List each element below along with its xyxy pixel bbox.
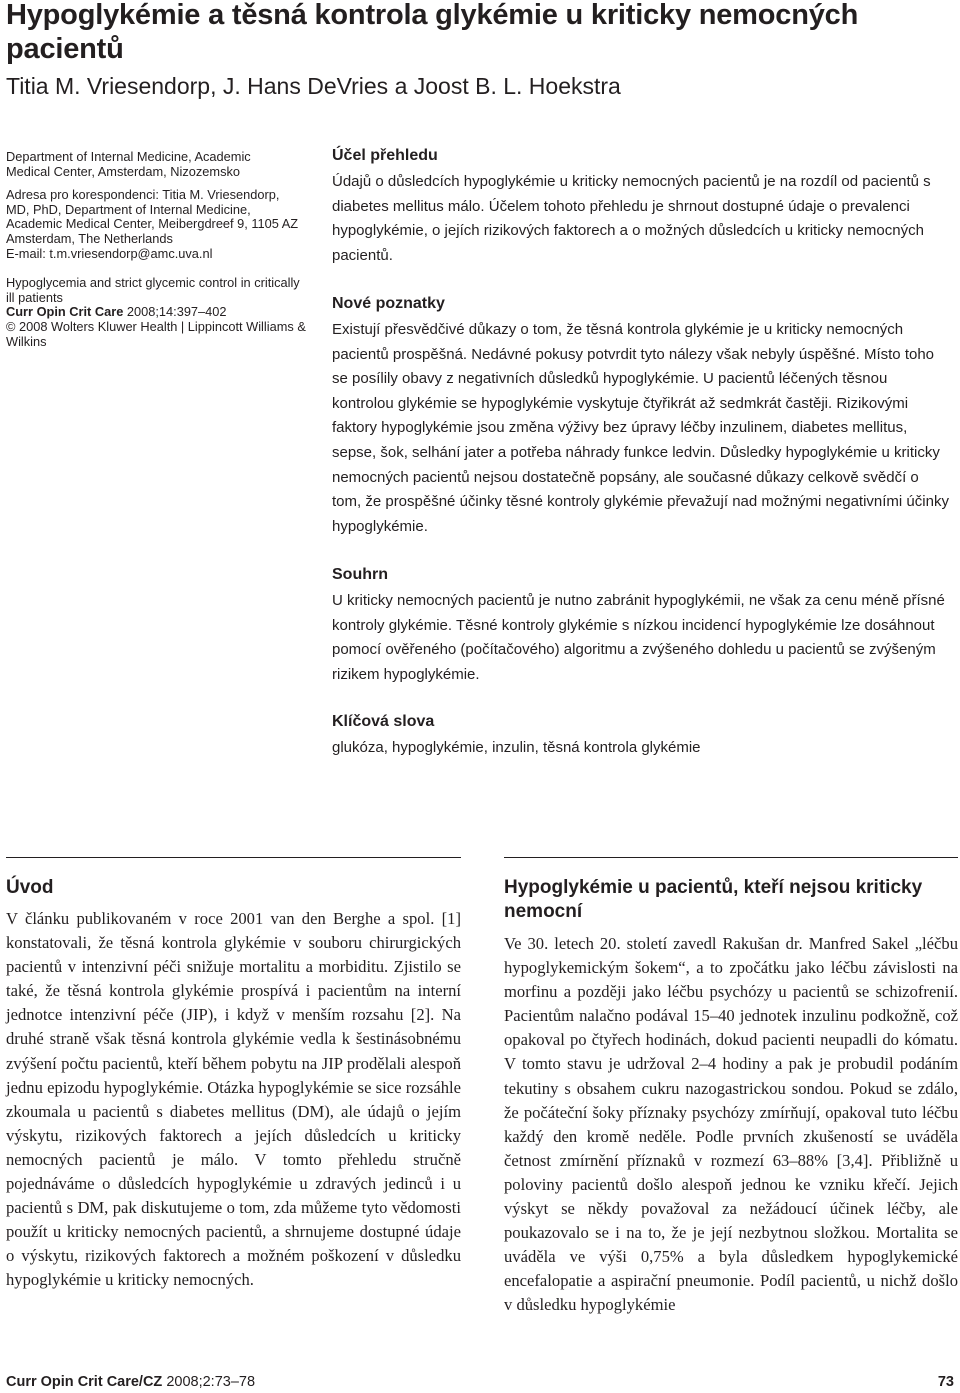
affiliation xyxy=(6,150,296,179)
abstract-summary-text: U kriticky nemocných pacientů je nutno zabránit hypoglykémii, ne však za cenu méně přísné kontroly glykémie. Těsné kontroly glykémie s nízkou incidencí hypoglykémie lze dosáhnout pomocí ověřeného (počítačového) algoritmu a zvýšeného dohledu u pacientů se zvýšeným rizikem hypoglykémie. xyxy=(332,592,945,683)
body-left-column xyxy=(6,876,461,1293)
correspondence-address: Adresa pro korespondenci: Titia M. Vriesendorp, MD, PhD, Department of Internal Medicine, Academic Medical Center, Meibergdreef 9, 1105 AZ Amsterdam, The Netherlands xyxy=(6,187,299,247)
page-number: 73 xyxy=(937,1374,954,1390)
keywords-section xyxy=(332,712,952,761)
original-title: Hypoglycemia and strict glycemic control in critically ill patients xyxy=(6,275,300,305)
introduction-heading: Úvod xyxy=(6,877,54,898)
journal-name: Curr Opin Crit Care xyxy=(6,304,124,320)
section-heading: Hypoglykémie u pacientů, kteří nejsou kriticky nemocní xyxy=(504,877,923,922)
footer-journal: Curr Opin Crit Care/CZ xyxy=(6,1374,163,1390)
left-column-divider xyxy=(6,857,461,858)
body-right-column xyxy=(504,876,958,1318)
correspondence-email[interactable]: E-mail: t.m.vriesendorp@amc.uva.nl xyxy=(6,245,213,261)
article-title: Hypoglykémie a těsná kontrola glykémie u kriticky nemocných pacientů xyxy=(6,0,859,65)
abstract-purpose-section xyxy=(332,146,952,268)
abstract-findings-text: Existují přesvědčivé důkazy o tom, že těsná kontrola glykémie je u kriticky nemocných pacientů prospěšná. Nedávné pokusy potvrdit tyto nálezy však nebyly úspěšné. Místo toho se posílily obavy z negativních důsledků hypoglykémie. U pacientů léčených těsnou kontrolou glykémie se hypoglykémie vyskytuje čtyřikrát až sedmkrát častěji. Rizikovými faktory hypoglykémie jsou změna výživy bez úpravy léčby inzulinem, diabetes mellitus, sepse, šok, selhání jater a potřeba náhrady funkce ledvin. Důsledky hypoglykémie u kriticky nemocných pacientů nejsou dostatečně popsány, ale současné důkazy celkově svědčí o tom, že prospěšné účinky těsné kontroly glykémie převažují nad možnými negativními účinky hypoglykémie. xyxy=(332,321,949,535)
abstract-findings-section xyxy=(332,294,952,539)
abstract-findings-heading: Nové poznatky xyxy=(332,295,445,312)
footer-citation xyxy=(6,1373,255,1391)
abstract-summary-section xyxy=(332,565,952,687)
journal-citation xyxy=(6,305,306,320)
abstract-purpose-heading: Účel přehledu xyxy=(332,147,438,164)
author-list: Titia M. Vriesendorp, J. Hans DeVries a Joost B. L. Hoekstra xyxy=(6,73,621,99)
abstract-summary-heading: Souhrn xyxy=(332,566,388,583)
introduction-text: V článku publikovaném v roce 2001 van den Berghe a spol. [1] konstatovali, že těsná kontrola glykémie v souboru chirurgických pacientů v intenzivní péči snižuje mortalitu a morbiditu. Zjistilo se také, že těsná kontrola glykémie prospívá i pacientům na interní jednotce intenzivní péče (JIP), i když v menším rozsahu [2]. Na druhé straně však těsná kontrola glykémie vedla k šestinásobnému zvýšení počtu pacientů, kteří během pobytu na JIP prodělali alespoň jednu epizodu hypoglykémie. Otázka hypoglykémie se sice rozsáhle zkoumala u pacientů s diabetes mellitus (DM), ale údajů o jejím výskytu, rizikových faktorech a jejích důsledcích u kriticky nemocných pacientů je málo. V tomto přehledu stručně pojednáváme o důsledcích hypoglykémie u zdravých jedinců i u pacientů s DM, pak diskutujeme o tom, zda můžeme tyto vědomosti použít u kriticky nemocných pacientů, a shrnujeme dostupné údaje o výskytu, rizikových faktorech a možném poškození v důsledku hypoglykémie u kriticky nemocných. xyxy=(6,909,461,1290)
copyright-notice: © 2008 Wolters Kluwer Health | Lippincott Williams & Wilkins xyxy=(6,319,306,349)
right-column-divider xyxy=(504,857,958,858)
journal-reference: 2008;14:397–402 xyxy=(123,304,227,320)
affiliation-text: Department of Internal Medicine, Academic Medical Center, Amsterdam, Nizozemsko xyxy=(6,149,251,179)
keywords-text: glukóza, hypoglykémie, inzulin, těsná kontrola glykémie xyxy=(332,739,701,756)
correspondence-block xyxy=(6,188,306,262)
footer-reference: 2008;2:73–78 xyxy=(162,1374,256,1390)
keywords-heading: Klíčová slova xyxy=(332,713,435,730)
citation-block xyxy=(6,276,306,350)
abstract-purpose-text: Údajů o důsledcích hypoglykémie u kriticky nemocných pacientů je na rozdíl od pacientů s diabetes mellitus málo. Účelem tohoto přehledu je shrnout dostupné údaje o prevalenci hypoglykémie, o jejích rizikových faktorech a o možných důsledcích u kriticky nemocných pacientů. xyxy=(332,173,931,264)
section-text: Ve 30. letech 20. století zavedl Rakušan dr. Manfred Sakel „léčbu hypoglykemickým šokem“, a to zpočátku jako léčbu závislosti na morfinu a později jako léčbu psychózy u pacientů se schizofrenií. Pacientům nalačno podával 15–40 jednotek inzulinu podkožně, což opakoval po čtyřech hodinách, dokud pacienti neupadli do kómatu. V tomto stavu je udržoval 2–4 hodiny a pak je probudil podáním tekutiny s obsahem cukru nazogastrickou sondou. Pokud se zdálo, že počáteční šoky příznaky psychózy zmírňují, opakoval tuto léčbu každý den kromě neděle. Podle prvních zkušeností se uváděla četnost zmírnění příznaků v rozmezí 63–88% [3,4]. Přibližně u poloviny pacientů došlo alespoň jednou ke vzniku křečí. Jejich výskyt se někdy považoval za nežádoucí účinek léčby, ale poukazovalo se i na to, že je její nezbytnou složkou. Mortalita se uváděla ve výši 0,75% a byla důsledkem hypoglykemické encefalopatie a aspirační pneumonie. Podíl pacientů, u nichž došlo v důsledku hypoglykémie xyxy=(504,934,958,1315)
